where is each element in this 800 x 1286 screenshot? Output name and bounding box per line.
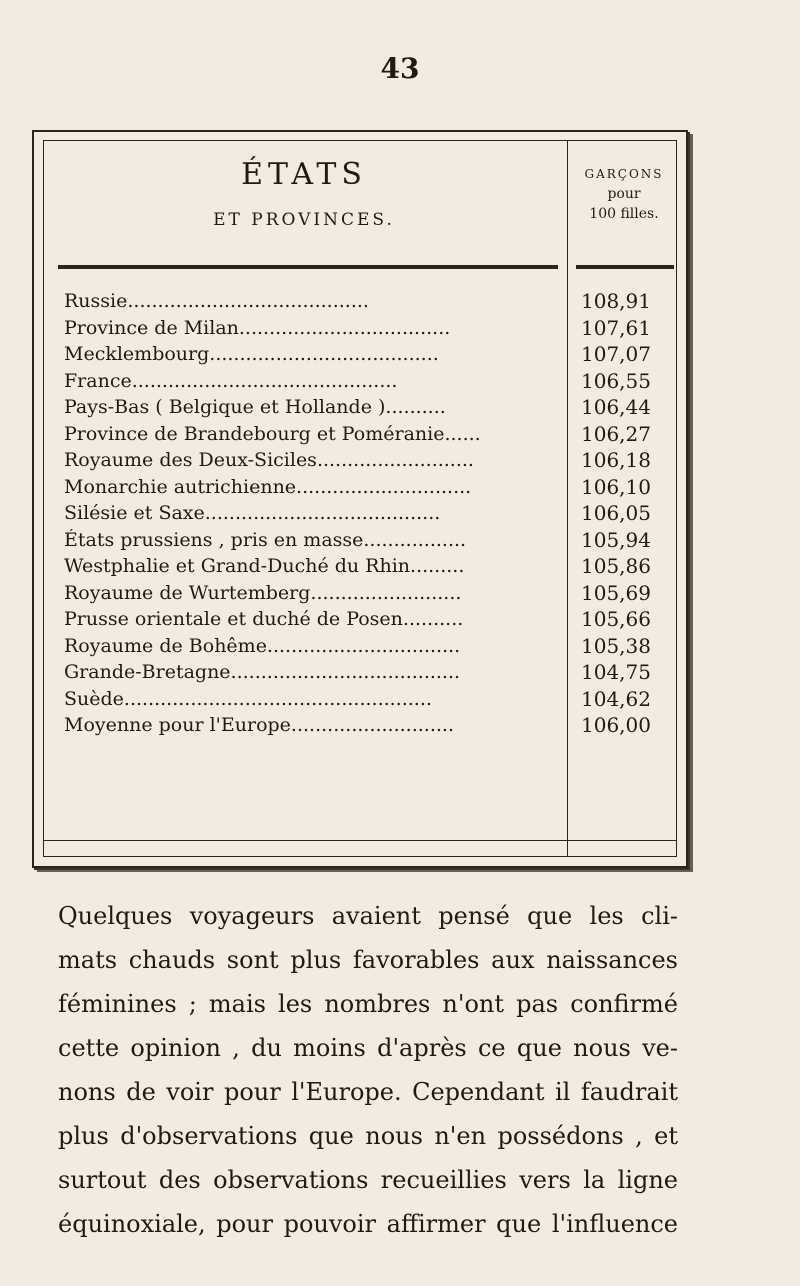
row-label: Royaume des Deux-Siciles.......................... (64, 449, 474, 472)
statistics-table (32, 130, 688, 868)
table-row (64, 368, 674, 395)
table-row (64, 633, 674, 660)
paragraph-line: plus d'observations que nous n'en possédons , et (58, 1122, 678, 1150)
row-value: 107,61 (581, 315, 651, 340)
row-value: 106,44 (581, 395, 651, 420)
body-paragraph (58, 894, 678, 1246)
table-row (64, 606, 674, 633)
paragraph-line: mats chauds sont plus favorables aux naissances (58, 946, 678, 974)
row-value: 106,00 (581, 713, 651, 738)
header-col-top: GARÇONS (584, 167, 664, 181)
row-label: Prusse orientale et duché de Posen.......... (64, 608, 464, 631)
row-label: Russie........................................ (64, 290, 369, 313)
row-label: France............................................ (64, 369, 398, 392)
row-value: 106,05 (581, 501, 651, 526)
table-row (64, 686, 674, 713)
table-row (64, 474, 674, 501)
paragraph-line: cette opinion , du moins d'après ce que nous ve- (58, 1034, 678, 1062)
row-label: États prussiens , pris en masse................. (64, 528, 467, 551)
row-label: Silésie et Saxe....................................... (64, 502, 441, 525)
paragraph-line: nons de voir pour l'Europe. Cependant il faudrait (58, 1078, 678, 1106)
row-value: 105,69 (581, 580, 651, 605)
table-row (64, 659, 674, 686)
table-header-left (44, 158, 564, 230)
row-label: Royaume de Wurtemberg......................... (64, 581, 462, 604)
table-row (64, 315, 674, 342)
row-value: 105,94 (581, 527, 651, 552)
table-rows (64, 288, 674, 739)
row-label: Suède................................................... (64, 687, 432, 710)
row-label: Pays-Bas ( Belgique et Hollande ).......... (64, 396, 446, 419)
paragraph-line: féminines ; mais les nombres n'ont pas confirmé (58, 990, 678, 1018)
header-subtitle: ET PROVINCES. (213, 210, 395, 230)
table-row (64, 288, 674, 315)
row-value: 105,66 (581, 607, 651, 632)
row-value: 108,91 (581, 289, 651, 314)
table-row (64, 527, 674, 554)
row-value: 106,10 (581, 474, 651, 499)
table-row (64, 580, 674, 607)
row-value: 106,27 (581, 421, 651, 446)
table-row-average (64, 712, 674, 739)
row-label: Province de Brandebourg et Poméranie...... (64, 422, 481, 445)
row-value: 105,86 (581, 554, 651, 579)
table-header-right (570, 164, 678, 224)
row-value: 106,55 (581, 368, 651, 393)
row-label: Moyenne pour l'Europe........................... (64, 714, 454, 737)
header-rule-left (58, 265, 558, 269)
paragraph-line: surtout des observations recueillies vers la ligne (58, 1166, 678, 1194)
header-rule-right (576, 265, 674, 269)
table-row (64, 447, 674, 474)
row-value: 104,75 (581, 660, 651, 685)
row-label: Royaume de Bohême................................ (64, 634, 461, 657)
table-row (64, 341, 674, 368)
row-value: 104,62 (581, 686, 651, 711)
paragraph-line: Quelques voyageurs avaient pensé que les cli- (58, 902, 678, 930)
header-col-mid: pour (607, 186, 641, 202)
table-row (64, 500, 674, 527)
paragraph-line: équinoxiale, pour pouvoir affirmer que l'influence (58, 1210, 678, 1238)
row-label: Monarchie autrichienne............................. (64, 475, 472, 498)
page-number: 43 (380, 52, 420, 85)
row-label: Province de Milan................................... (64, 316, 451, 339)
table-row (64, 553, 674, 580)
table-row (64, 421, 674, 448)
row-label: Grande-Bretagne...................................... (64, 661, 461, 684)
header-title: ÉTATS (241, 157, 367, 192)
row-value: 105,38 (581, 633, 651, 658)
header-col-bot: 100 filles. (589, 206, 659, 222)
table-bottom-rule (44, 840, 676, 841)
row-label: Westphalie et Grand-Duché du Rhin......... (64, 555, 465, 578)
row-value: 106,18 (581, 448, 651, 473)
row-value: 107,07 (581, 342, 651, 367)
row-label: Mecklembourg...................................... (64, 343, 439, 366)
table-row (64, 394, 674, 421)
